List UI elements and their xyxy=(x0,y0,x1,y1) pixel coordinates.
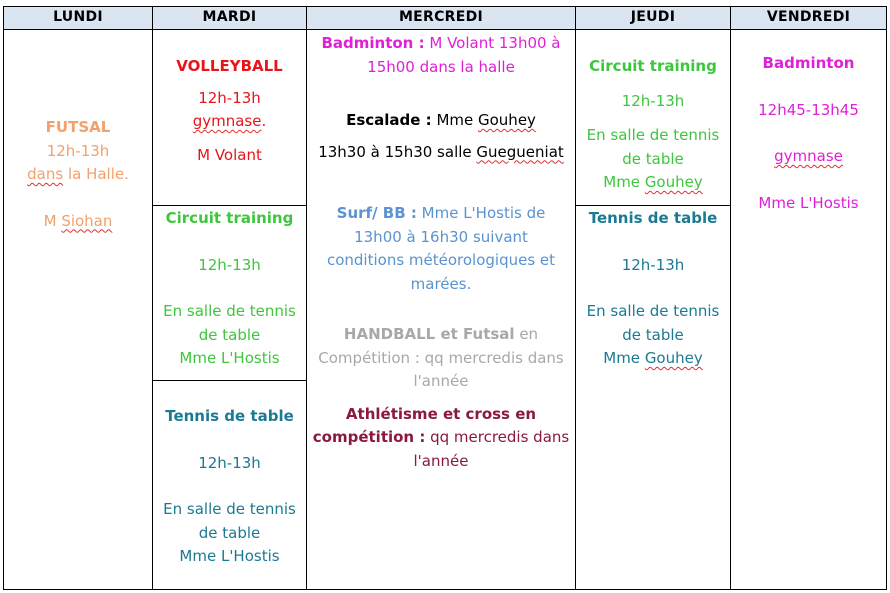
mardi-tennis-place-1: En salle de tennis xyxy=(163,500,296,518)
cell-mardi-tennis xyxy=(152,380,307,590)
mercredi-athletisme-title: Athlétisme et cross en xyxy=(345,404,537,423)
mardi-circuit-teacher: Mme L'Hostis xyxy=(179,349,280,367)
jeudi-circuit-time: 12h-13h xyxy=(621,91,685,110)
mercredi-handball-title: HANDBALL et Futsal xyxy=(343,325,515,343)
mardi-circuit-time: 12h-13h xyxy=(198,255,261,274)
jeudi-circuit-place-2: de table xyxy=(622,149,684,168)
header-mardi: MARDI xyxy=(152,6,307,30)
mercredi-badminton: Badminton : M Volant 13h00 à 15h00 dans la halle xyxy=(321,34,561,76)
vendredi-badminton-title: Badminton xyxy=(762,54,855,72)
mardi-tennis-title: Tennis de table xyxy=(165,407,294,425)
mercredi-athletisme: Athlétisme et cross en compétition : qq mercredis dans l'année xyxy=(307,403,575,474)
volleyball-title: VOLLEYBALL xyxy=(176,57,283,75)
header-lundi: LUNDI xyxy=(3,6,153,30)
mercredi-surf: Surf/ BB : Mme L'Hostis de 13h00 à 16h30 suivant conditions météorologiques et marées. xyxy=(326,204,556,293)
mardi-tennis-teacher: Mme L'Hostis xyxy=(179,547,280,565)
volleyball-place: gymnase. xyxy=(192,112,267,130)
mardi-tennis-time: 12h-13h xyxy=(198,453,261,472)
cell-vendredi-badminton xyxy=(730,29,887,590)
header-jeudi: JEUDI xyxy=(575,6,731,30)
mardi-tennis-place-2: de table xyxy=(198,523,261,542)
cell-mardi-circuit xyxy=(152,205,307,381)
jeudi-circuit-place-1: En salle de tennis xyxy=(586,126,720,144)
header-vendredi: VENDREDI xyxy=(730,6,887,30)
vendredi-badminton-place: gymnase xyxy=(774,147,843,165)
header-mercredi: MERCREDI xyxy=(306,6,576,30)
mercredi-escalade: Escalade : Mme Gouhey 13h30 à 15h30 salle Guegueniat xyxy=(318,111,564,161)
cell-lundi-futsal xyxy=(3,29,153,590)
vendredi-badminton-teacher: Mme L'Hostis xyxy=(758,193,859,212)
cell-jeudi-tennis xyxy=(575,205,731,590)
mardi-circuit-place-2: de table xyxy=(198,325,261,344)
mercredi-handball: HANDBALL et Futsal en Compétition : qq mercredis dans l'année xyxy=(318,325,564,390)
jeudi-tennis-teacher: Mme Gouhey xyxy=(603,349,703,367)
jeudi-tennis-title: Tennis de table xyxy=(588,209,718,227)
futsal-time: 12h-13h xyxy=(46,141,110,160)
volleyball-time: 12h-13h xyxy=(198,88,261,107)
jeudi-circuit-title: Circuit training xyxy=(589,57,717,75)
mercredi-badminton-title: Badminton : xyxy=(321,34,425,52)
volleyball-teacher: M Volant xyxy=(197,145,262,164)
jeudi-circuit-teacher: Mme Gouhey xyxy=(603,173,703,191)
futsal-place: dans la Halle. xyxy=(27,165,129,183)
futsal-teacher: M Siohan xyxy=(43,211,113,230)
mercredi-escalade-title: Escalade : xyxy=(346,111,432,129)
cell-jeudi-circuit xyxy=(575,29,731,206)
futsal-title: FUTSAL xyxy=(45,118,111,136)
cell-mercredi xyxy=(306,29,576,590)
jeudi-tennis-place-2: de table xyxy=(622,325,684,344)
cell-mardi-volleyball xyxy=(152,29,307,206)
mardi-circuit-title: Circuit training xyxy=(165,209,294,227)
jeudi-tennis-time: 12h-13h xyxy=(621,255,685,274)
jeudi-tennis-place-1: En salle de tennis xyxy=(586,302,720,320)
mardi-circuit-place-1: En salle de tennis xyxy=(163,302,296,320)
mercredi-surf-title: Surf/ BB : xyxy=(336,204,417,222)
vendredi-badminton-time: 12h45-13h45 xyxy=(758,100,859,119)
